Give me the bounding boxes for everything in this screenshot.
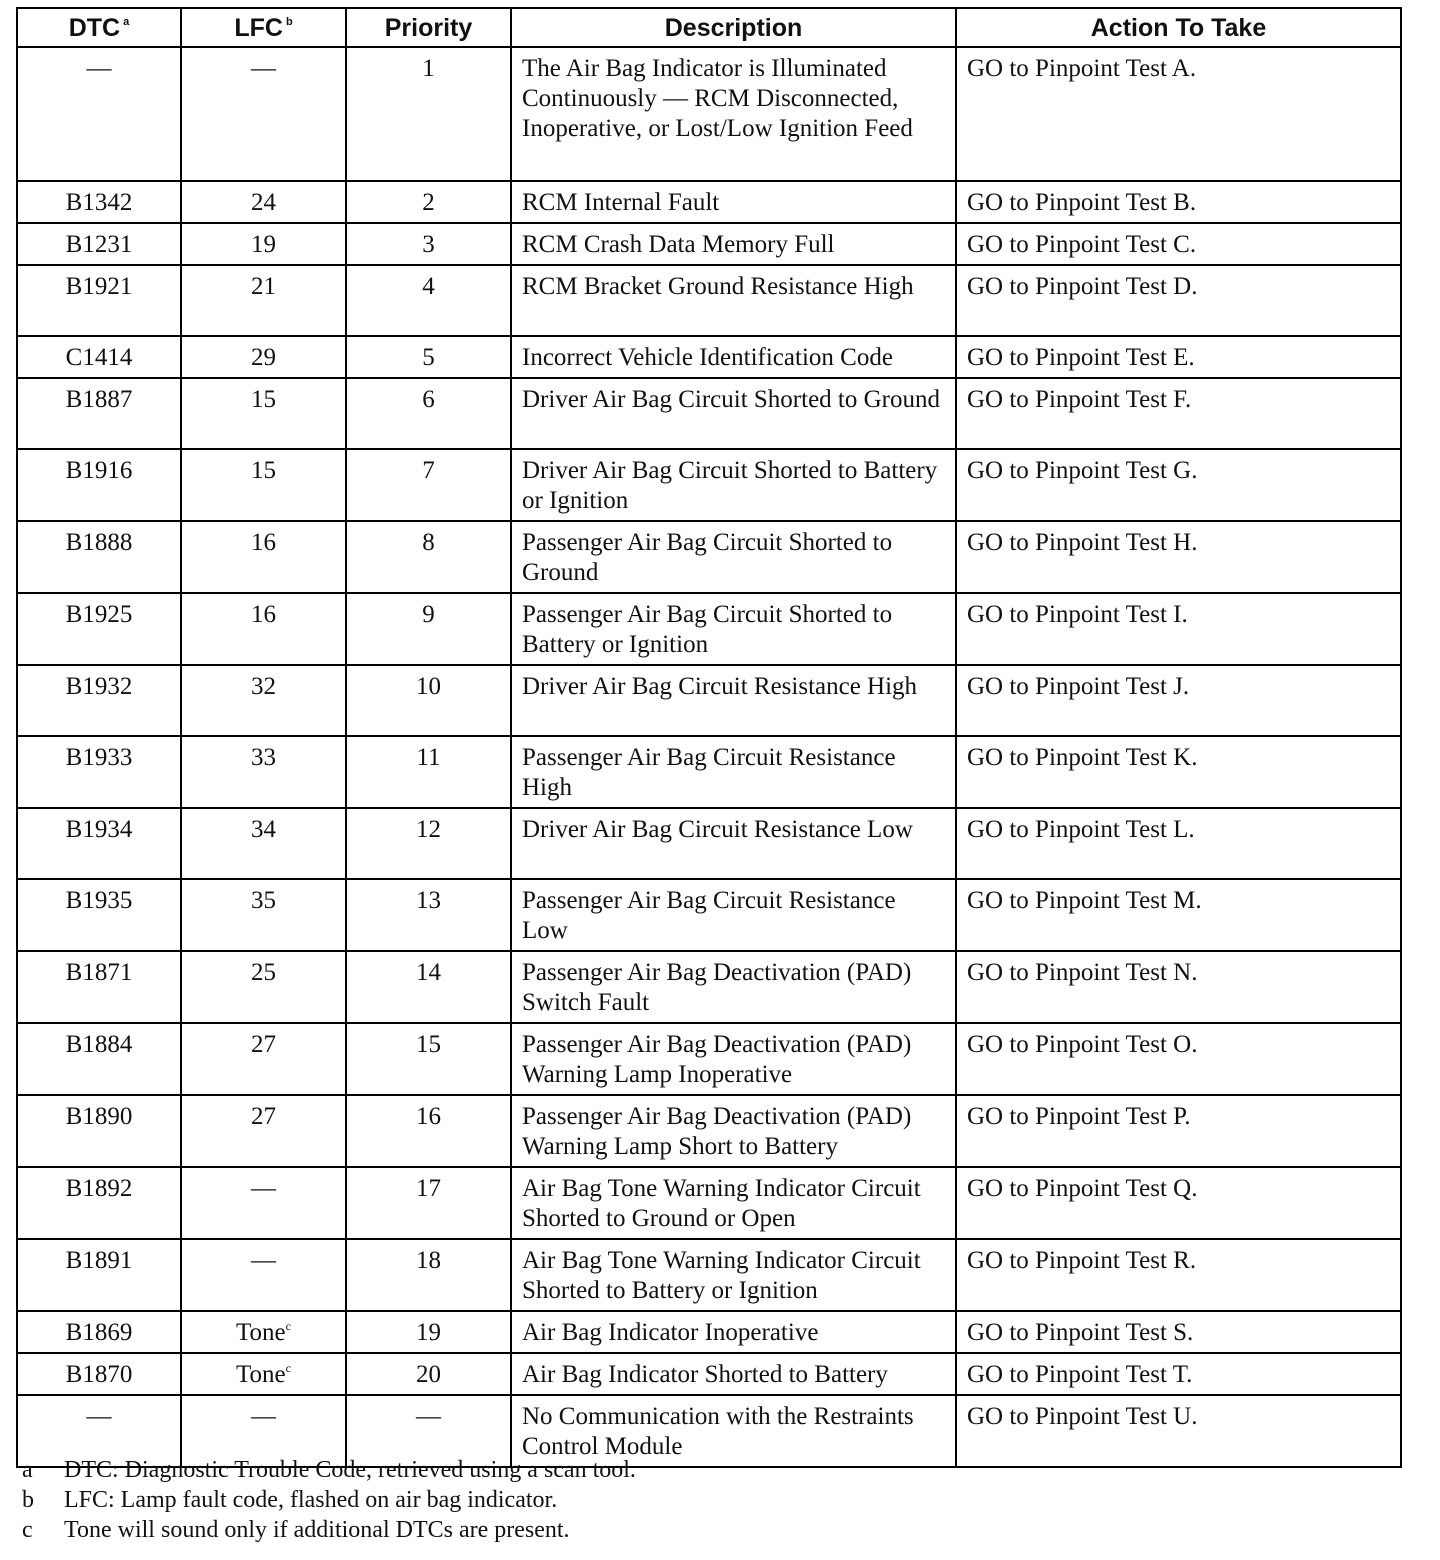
table-row bbox=[17, 879, 1401, 951]
cell-dtc: B1932 bbox=[17, 665, 181, 736]
cell-action: GO to Pinpoint Test B. bbox=[956, 181, 1401, 223]
cell-priority: 12 bbox=[346, 808, 511, 879]
cell-action: GO to Pinpoint Test D. bbox=[956, 265, 1401, 336]
cell-priority: 17 bbox=[346, 1167, 511, 1239]
footnote-text: Tone will sound only if additional DTCs are present. bbox=[64, 1517, 570, 1543]
footnote bbox=[22, 1485, 636, 1515]
cell-lfc: — bbox=[181, 47, 346, 181]
cell-priority: — bbox=[346, 1395, 511, 1467]
cell-dtc: B1891 bbox=[17, 1239, 181, 1311]
footnote bbox=[22, 1515, 636, 1545]
cell-priority: 8 bbox=[346, 521, 511, 593]
cell-priority: 6 bbox=[346, 378, 511, 449]
cell-description: Air Bag Indicator Shorted to Battery bbox=[511, 1353, 956, 1395]
cell-priority: 14 bbox=[346, 951, 511, 1023]
cell-action: GO to Pinpoint Test Q. bbox=[956, 1167, 1401, 1239]
table-row bbox=[17, 47, 1401, 181]
cell-action: GO to Pinpoint Test E. bbox=[956, 336, 1401, 378]
table-row bbox=[17, 951, 1401, 1023]
cell-dtc: B1884 bbox=[17, 1023, 181, 1095]
cell-dtc: B1934 bbox=[17, 808, 181, 879]
cell-action: GO to Pinpoint Test H. bbox=[956, 521, 1401, 593]
cell-priority: 1 bbox=[346, 47, 511, 181]
cell-description: Incorrect Vehicle Identification Code bbox=[511, 336, 956, 378]
table-row bbox=[17, 378, 1401, 449]
cell-dtc: C1414 bbox=[17, 336, 181, 378]
cell-dtc: B1892 bbox=[17, 1167, 181, 1239]
cell-dtc: B1890 bbox=[17, 1095, 181, 1167]
cell-dtc: — bbox=[17, 47, 181, 181]
cell-action: GO to Pinpoint Test R. bbox=[956, 1239, 1401, 1311]
cell-description: Passenger Air Bag Deactivation (PAD) Switch Fault bbox=[511, 951, 956, 1023]
table-row bbox=[17, 1353, 1401, 1395]
cell-description: Passenger Air Bag Deactivation (PAD) Warning Lamp Short to Battery bbox=[511, 1095, 956, 1167]
cell-lfc: — bbox=[181, 1167, 346, 1239]
cell-description: RCM Internal Fault bbox=[511, 181, 956, 223]
cell-action: GO to Pinpoint Test C. bbox=[956, 223, 1401, 265]
cell-action: GO to Pinpoint Test S. bbox=[956, 1311, 1401, 1353]
cell-priority: 10 bbox=[346, 665, 511, 736]
cell-lfc: 27 bbox=[181, 1095, 346, 1167]
table-row bbox=[17, 181, 1401, 223]
cell-dtc: B1231 bbox=[17, 223, 181, 265]
cell-description: Passenger Air Bag Circuit Resistance Low bbox=[511, 879, 956, 951]
cell-description: Driver Air Bag Circuit Shorted to Ground bbox=[511, 378, 956, 449]
footnote-ref: c bbox=[285, 1361, 291, 1375]
cell-lfc: 32 bbox=[181, 665, 346, 736]
cell-action: GO to Pinpoint Test K. bbox=[956, 736, 1401, 808]
cell-priority: 13 bbox=[346, 879, 511, 951]
footnote-mark: b bbox=[22, 1487, 34, 1513]
cell-lfc: — bbox=[181, 1239, 346, 1311]
cell-lfc: 29 bbox=[181, 336, 346, 378]
cell-lfc: 34 bbox=[181, 808, 346, 879]
cell-dtc: B1887 bbox=[17, 378, 181, 449]
cell-priority: 16 bbox=[346, 1095, 511, 1167]
table-body bbox=[17, 47, 1401, 1467]
cell-lfc: 25 bbox=[181, 951, 346, 1023]
cell-description: Air Bag Tone Warning Indicator Circuit Shorted to Ground or Open bbox=[511, 1167, 956, 1239]
footnote-text: DTC: Diagnostic Trouble Code, retrieved using a scan tool. bbox=[64, 1457, 636, 1483]
cell-dtc: B1870 bbox=[17, 1353, 181, 1395]
cell-lfc: 16 bbox=[181, 521, 346, 593]
cell-lfc: 21 bbox=[181, 265, 346, 336]
table-row bbox=[17, 521, 1401, 593]
cell-lfc: 16 bbox=[181, 593, 346, 665]
header-description: Description bbox=[511, 8, 956, 47]
footnote-ref: b bbox=[285, 15, 293, 28]
cell-action: GO to Pinpoint Test U. bbox=[956, 1395, 1401, 1467]
cell-description: Passenger Air Bag Deactivation (PAD) Warning Lamp Inoperative bbox=[511, 1023, 956, 1095]
table-row bbox=[17, 593, 1401, 665]
cell-priority: 11 bbox=[346, 736, 511, 808]
cell-lfc: 35 bbox=[181, 879, 346, 951]
cell-lfc: 19 bbox=[181, 223, 346, 265]
cell-priority: 9 bbox=[346, 593, 511, 665]
header-action: Action To Take bbox=[956, 8, 1401, 47]
cell-lfc: 33 bbox=[181, 736, 346, 808]
table-row bbox=[17, 449, 1401, 521]
cell-description: RCM Bracket Ground Resistance High bbox=[511, 265, 956, 336]
header-dtc: DTC $^a$ bbox=[17, 8, 181, 47]
table-row bbox=[17, 1023, 1401, 1095]
cell-priority: 15 bbox=[346, 1023, 511, 1095]
cell-priority: 2 bbox=[346, 181, 511, 223]
cell-dtc: B1933 bbox=[17, 736, 181, 808]
cell-lfc: 15 bbox=[181, 449, 346, 521]
cell-description: The Air Bag Indicator is Illuminated Continuously — RCM Disconnected, Inoperative, or Lost/Low Ignition Feed bbox=[511, 47, 956, 181]
table-row bbox=[17, 736, 1401, 808]
table-row bbox=[17, 1239, 1401, 1311]
table-row bbox=[17, 1095, 1401, 1167]
cell-priority: 4 bbox=[346, 265, 511, 336]
cell-description: RCM Crash Data Memory Full bbox=[511, 223, 956, 265]
cell-priority: 20 bbox=[346, 1353, 511, 1395]
cell-description: Driver Air Bag Circuit Resistance High bbox=[511, 665, 956, 736]
cell-dtc: B1935 bbox=[17, 879, 181, 951]
cell-priority: 18 bbox=[346, 1239, 511, 1311]
cell-dtc: B1925 bbox=[17, 593, 181, 665]
table-row bbox=[17, 665, 1401, 736]
header-row bbox=[17, 8, 1401, 47]
cell-dtc: B1888 bbox=[17, 521, 181, 593]
table-row bbox=[17, 1311, 1401, 1353]
cell-action: GO to Pinpoint Test N. bbox=[956, 951, 1401, 1023]
cell-description: Driver Air Bag Circuit Resistance Low bbox=[511, 808, 956, 879]
cell-action: GO to Pinpoint Test L. bbox=[956, 808, 1401, 879]
cell-description: Air Bag Tone Warning Indicator Circuit Shorted to Battery or Ignition bbox=[511, 1239, 956, 1311]
cell-dtc: B1921 bbox=[17, 265, 181, 336]
footnotes bbox=[22, 1455, 636, 1545]
cell-action: GO to Pinpoint Test F. bbox=[956, 378, 1401, 449]
footnote-mark: c bbox=[22, 1517, 33, 1543]
cell-priority: 19 bbox=[346, 1311, 511, 1353]
cell-lfc: Tone$^c$ bbox=[181, 1353, 346, 1395]
cell-lfc: — bbox=[181, 1395, 346, 1467]
cell-priority: 3 bbox=[346, 223, 511, 265]
cell-priority: 7 bbox=[346, 449, 511, 521]
cell-action: GO to Pinpoint Test J. bbox=[956, 665, 1401, 736]
cell-priority: 5 bbox=[346, 336, 511, 378]
cell-dtc: B1871 bbox=[17, 951, 181, 1023]
cell-description: No Communication with the Restraints Control Module bbox=[511, 1395, 956, 1467]
cell-lfc: 15 bbox=[181, 378, 346, 449]
table-row bbox=[17, 265, 1401, 336]
footnote-mark: a bbox=[22, 1457, 33, 1483]
cell-lfc: Tone$^c$ bbox=[181, 1311, 346, 1353]
cell-dtc: B1869 bbox=[17, 1311, 181, 1353]
cell-action: GO to Pinpoint Test M. bbox=[956, 879, 1401, 951]
cell-action: GO to Pinpoint Test A. bbox=[956, 47, 1401, 181]
dtc-table bbox=[16, 7, 1402, 1468]
footnote-text: LFC: Lamp fault code, flashed on air bag indicator. bbox=[64, 1487, 558, 1513]
cell-action: GO to Pinpoint Test T. bbox=[956, 1353, 1401, 1395]
cell-action: GO to Pinpoint Test I. bbox=[956, 593, 1401, 665]
table-row bbox=[17, 336, 1401, 378]
cell-description: Passenger Air Bag Circuit Shorted to Ground bbox=[511, 521, 956, 593]
footnote-ref: c bbox=[285, 1319, 291, 1333]
cell-dtc: B1916 bbox=[17, 449, 181, 521]
cell-description: Passenger Air Bag Circuit Resistance High bbox=[511, 736, 956, 808]
header-lfc: LFC $^b$ bbox=[181, 8, 346, 47]
cell-action: GO to Pinpoint Test G. bbox=[956, 449, 1401, 521]
table-row bbox=[17, 223, 1401, 265]
cell-action: GO to Pinpoint Test O. bbox=[956, 1023, 1401, 1095]
table-row bbox=[17, 1167, 1401, 1239]
cell-action: GO to Pinpoint Test P. bbox=[956, 1095, 1401, 1167]
footnote-ref: a bbox=[123, 15, 130, 28]
cell-description: Air Bag Indicator Inoperative bbox=[511, 1311, 956, 1353]
cell-dtc: — bbox=[17, 1395, 181, 1467]
cell-dtc: B1342 bbox=[17, 181, 181, 223]
cell-description: Driver Air Bag Circuit Shorted to Battery or Ignition bbox=[511, 449, 956, 521]
cell-lfc: 27 bbox=[181, 1023, 346, 1095]
footnote bbox=[22, 1455, 636, 1485]
cell-description: Passenger Air Bag Circuit Shorted to Battery or Ignition bbox=[511, 593, 956, 665]
header-priority: Priority bbox=[346, 8, 511, 47]
cell-lfc: 24 bbox=[181, 181, 346, 223]
table-row bbox=[17, 808, 1401, 879]
